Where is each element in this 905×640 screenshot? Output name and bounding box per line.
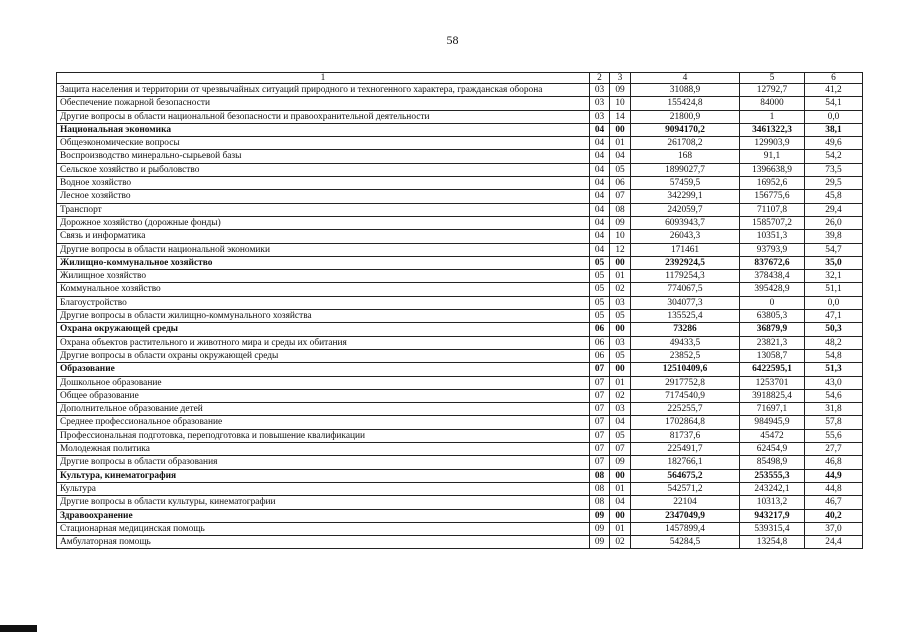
percent-cell: 45,8 xyxy=(805,190,863,203)
row-name-cell: Национальная экономика xyxy=(57,123,590,136)
subsection-code-cell: 00 xyxy=(610,509,631,522)
table-row xyxy=(57,336,863,349)
row-name-cell: Транспорт xyxy=(57,203,590,216)
percent-cell: 31,8 xyxy=(805,403,863,416)
section-code-cell: 07 xyxy=(590,443,610,456)
value-col5-cell: 13254,8 xyxy=(740,536,805,549)
section-code-cell: 09 xyxy=(590,522,610,535)
table-row xyxy=(57,429,863,442)
section-code-cell: 05 xyxy=(590,270,610,283)
section-code-cell: 07 xyxy=(590,376,610,389)
row-name-cell: Дошкольное образование xyxy=(57,376,590,389)
row-name-cell: Амбулаторная помощь xyxy=(57,536,590,549)
table-row xyxy=(57,403,863,416)
row-name-cell: Дополнительное образование детей xyxy=(57,403,590,416)
percent-cell: 48,2 xyxy=(805,336,863,349)
section-code-cell: 08 xyxy=(590,496,610,509)
percent-cell: 39,8 xyxy=(805,230,863,243)
table-body xyxy=(57,84,863,549)
value-col4-cell: 57459,5 xyxy=(631,177,740,190)
percent-cell: 54,7 xyxy=(805,243,863,256)
value-col5-cell: 1253701 xyxy=(740,376,805,389)
percent-cell: 46,7 xyxy=(805,496,863,509)
value-col5-cell: 16952,6 xyxy=(740,177,805,190)
section-code-cell: 07 xyxy=(590,416,610,429)
row-name-cell: Жилищное хозяйство xyxy=(57,270,590,283)
subsection-code-cell: 03 xyxy=(610,403,631,416)
table-row xyxy=(57,496,863,509)
table-row xyxy=(57,203,863,216)
value-col4-cell: 564675,2 xyxy=(631,469,740,482)
percent-cell: 26,0 xyxy=(805,216,863,229)
percent-cell: 49,6 xyxy=(805,137,863,150)
subsection-code-cell: 07 xyxy=(610,443,631,456)
section-code-cell: 05 xyxy=(590,256,610,269)
value-col5-cell: 253555,3 xyxy=(740,469,805,482)
row-name-cell: Защита населения и территории от чрезвычайных ситуаций природного и техногенного характера, гражданская оборона xyxy=(57,84,590,97)
percent-cell: 29,5 xyxy=(805,177,863,190)
row-name-cell: Другие вопросы в области жилищно-коммунального хозяйства xyxy=(57,310,590,323)
value-col4-cell: 23852,5 xyxy=(631,349,740,362)
subsection-code-cell: 04 xyxy=(610,416,631,429)
value-col5-cell: 71697,1 xyxy=(740,403,805,416)
table-row xyxy=(57,296,863,309)
value-col4-cell: 225491,7 xyxy=(631,443,740,456)
subsection-code-cell: 00 xyxy=(610,323,631,336)
percent-cell: 40,2 xyxy=(805,509,863,522)
value-col4-cell: 342299,1 xyxy=(631,190,740,203)
percent-cell: 27,7 xyxy=(805,443,863,456)
scan-edge-mark xyxy=(0,625,37,632)
section-code-cell: 04 xyxy=(590,230,610,243)
section-code-cell: 06 xyxy=(590,336,610,349)
row-name-cell: Молодежная политика xyxy=(57,443,590,456)
subsection-code-cell: 09 xyxy=(610,84,631,97)
subsection-code-cell: 02 xyxy=(610,536,631,549)
value-col5-cell: 1 xyxy=(740,110,805,123)
table-row xyxy=(57,536,863,549)
percent-cell: 41,2 xyxy=(805,84,863,97)
table-row xyxy=(57,323,863,336)
value-col5-cell: 63805,3 xyxy=(740,310,805,323)
subsection-code-cell: 09 xyxy=(610,216,631,229)
table-row xyxy=(57,123,863,136)
column-header: 5 xyxy=(740,73,805,84)
percent-cell: 47,1 xyxy=(805,310,863,323)
budget-table xyxy=(56,72,863,549)
value-col5-cell: 3461322,3 xyxy=(740,123,805,136)
table-header-row xyxy=(57,73,863,84)
column-header: 2 xyxy=(590,73,610,84)
percent-cell: 50,3 xyxy=(805,323,863,336)
table-row xyxy=(57,482,863,495)
subsection-code-cell: 12 xyxy=(610,243,631,256)
value-col5-cell: 84000 xyxy=(740,97,805,110)
row-name-cell: Стационарная медицинская помощь xyxy=(57,522,590,535)
value-col4-cell: 26043,3 xyxy=(631,230,740,243)
percent-cell: 54,2 xyxy=(805,150,863,163)
value-col5-cell: 13058,7 xyxy=(740,349,805,362)
percent-cell: 54,6 xyxy=(805,389,863,402)
value-col4-cell: 49433,5 xyxy=(631,336,740,349)
value-col4-cell: 1899027,7 xyxy=(631,163,740,176)
value-col4-cell: 21800,9 xyxy=(631,110,740,123)
section-code-cell: 07 xyxy=(590,429,610,442)
value-col4-cell: 1457899,4 xyxy=(631,522,740,535)
table-row xyxy=(57,416,863,429)
percent-cell: 44,9 xyxy=(805,469,863,482)
value-col5-cell: 0 xyxy=(740,296,805,309)
subsection-code-cell: 00 xyxy=(610,123,631,136)
table-row xyxy=(57,190,863,203)
section-code-cell: 04 xyxy=(590,123,610,136)
percent-cell: 37,0 xyxy=(805,522,863,535)
table-row xyxy=(57,97,863,110)
section-code-cell: 09 xyxy=(590,509,610,522)
table-row xyxy=(57,110,863,123)
value-col5-cell: 3918825,4 xyxy=(740,389,805,402)
row-name-cell: Лесное хозяйство xyxy=(57,190,590,203)
value-col4-cell: 6093943,7 xyxy=(631,216,740,229)
section-code-cell: 06 xyxy=(590,323,610,336)
table-row xyxy=(57,310,863,323)
value-col4-cell: 542571,2 xyxy=(631,482,740,495)
value-col5-cell: 93793,9 xyxy=(740,243,805,256)
row-name-cell: Другие вопросы в области образования xyxy=(57,456,590,469)
value-col4-cell: 73286 xyxy=(631,323,740,336)
value-col5-cell: 943217,9 xyxy=(740,509,805,522)
table-row xyxy=(57,509,863,522)
section-code-cell: 04 xyxy=(590,203,610,216)
section-code-cell: 07 xyxy=(590,363,610,376)
subsection-code-cell: 01 xyxy=(610,270,631,283)
section-code-cell: 05 xyxy=(590,296,610,309)
subsection-code-cell: 04 xyxy=(610,150,631,163)
value-col5-cell: 91,1 xyxy=(740,150,805,163)
percent-cell: 73,5 xyxy=(805,163,863,176)
row-name-cell: Другие вопросы в области охраны окружающей среды xyxy=(57,349,590,362)
section-code-cell: 04 xyxy=(590,137,610,150)
percent-cell: 0,0 xyxy=(805,110,863,123)
value-col4-cell: 2347049,9 xyxy=(631,509,740,522)
table-row xyxy=(57,363,863,376)
subsection-code-cell: 00 xyxy=(610,469,631,482)
percent-cell: 24,4 xyxy=(805,536,863,549)
subsection-code-cell: 02 xyxy=(610,389,631,402)
subsection-code-cell: 01 xyxy=(610,376,631,389)
value-col4-cell: 9094170,2 xyxy=(631,123,740,136)
table-row xyxy=(57,349,863,362)
percent-cell: 32,1 xyxy=(805,270,863,283)
percent-cell: 54,1 xyxy=(805,97,863,110)
row-name-cell: Другие вопросы в области национальной экономики xyxy=(57,243,590,256)
table-row xyxy=(57,270,863,283)
value-col5-cell: 23821,3 xyxy=(740,336,805,349)
section-code-cell: 04 xyxy=(590,150,610,163)
row-name-cell: Жилищно-коммунальное хозяйство xyxy=(57,256,590,269)
percent-cell: 51,3 xyxy=(805,363,863,376)
value-col5-cell: 45472 xyxy=(740,429,805,442)
value-col4-cell: 135525,4 xyxy=(631,310,740,323)
value-col4-cell: 225255,7 xyxy=(631,403,740,416)
percent-cell: 44,8 xyxy=(805,482,863,495)
row-name-cell: Другие вопросы в области национальной безопасности и правоохранительной деятельности xyxy=(57,110,590,123)
row-name-cell: Водное хозяйство xyxy=(57,177,590,190)
section-code-cell: 03 xyxy=(590,84,610,97)
row-name-cell: Связь и информатика xyxy=(57,230,590,243)
subsection-code-cell: 00 xyxy=(610,256,631,269)
table-row xyxy=(57,376,863,389)
value-col4-cell: 182766,1 xyxy=(631,456,740,469)
value-col5-cell: 1585707,2 xyxy=(740,216,805,229)
row-name-cell: Другие вопросы в области культуры, кинематографии xyxy=(57,496,590,509)
value-col5-cell: 1396638,9 xyxy=(740,163,805,176)
row-name-cell: Коммунальное хозяйство xyxy=(57,283,590,296)
table-row xyxy=(57,150,863,163)
row-name-cell: Образование xyxy=(57,363,590,376)
row-name-cell: Общеэкономические вопросы xyxy=(57,137,590,150)
subsection-code-cell: 05 xyxy=(610,310,631,323)
section-code-cell: 04 xyxy=(590,190,610,203)
value-col4-cell: 168 xyxy=(631,150,740,163)
subsection-code-cell: 03 xyxy=(610,336,631,349)
subsection-code-cell: 08 xyxy=(610,203,631,216)
section-code-cell: 04 xyxy=(590,177,610,190)
table-row xyxy=(57,163,863,176)
value-col4-cell: 774067,5 xyxy=(631,283,740,296)
section-code-cell: 08 xyxy=(590,482,610,495)
value-col5-cell: 129903,9 xyxy=(740,137,805,150)
table-row xyxy=(57,522,863,535)
column-header: 6 xyxy=(805,73,863,84)
table-row xyxy=(57,456,863,469)
value-col4-cell: 304077,3 xyxy=(631,296,740,309)
table-row xyxy=(57,469,863,482)
percent-cell: 57,8 xyxy=(805,416,863,429)
value-col4-cell: 2392924,5 xyxy=(631,256,740,269)
column-header: 1 xyxy=(57,73,590,84)
row-name-cell: Здравоохранение xyxy=(57,509,590,522)
section-code-cell: 07 xyxy=(590,389,610,402)
row-name-cell: Дорожное хозяйство (дорожные фонды) xyxy=(57,216,590,229)
subsection-code-cell: 01 xyxy=(610,482,631,495)
row-name-cell: Воспроизводство минерально-сырьевой базы xyxy=(57,150,590,163)
subsection-code-cell: 05 xyxy=(610,349,631,362)
value-col5-cell: 378438,4 xyxy=(740,270,805,283)
table-row xyxy=(57,443,863,456)
row-name-cell: Профессиональная подготовка, переподготовка и повышение квалификации xyxy=(57,429,590,442)
value-col4-cell: 155424,8 xyxy=(631,97,740,110)
column-header: 3 xyxy=(610,73,631,84)
value-col5-cell: 156775,6 xyxy=(740,190,805,203)
row-name-cell: Благоустройство xyxy=(57,296,590,309)
section-code-cell: 04 xyxy=(590,243,610,256)
value-col5-cell: 85498,9 xyxy=(740,456,805,469)
subsection-code-cell: 10 xyxy=(610,97,631,110)
section-code-cell: 06 xyxy=(590,349,610,362)
subsection-code-cell: 14 xyxy=(610,110,631,123)
value-col5-cell: 36879,9 xyxy=(740,323,805,336)
subsection-code-cell: 01 xyxy=(610,522,631,535)
subsection-code-cell: 06 xyxy=(610,177,631,190)
percent-cell: 51,1 xyxy=(805,283,863,296)
column-header: 4 xyxy=(631,73,740,84)
value-col4-cell: 261708,2 xyxy=(631,137,740,150)
value-col4-cell: 1179254,3 xyxy=(631,270,740,283)
value-col5-cell: 6422595,1 xyxy=(740,363,805,376)
section-code-cell: 05 xyxy=(590,283,610,296)
percent-cell: 43,0 xyxy=(805,376,863,389)
section-code-cell: 08 xyxy=(590,469,610,482)
page-number: 58 xyxy=(446,33,459,47)
subsection-code-cell: 05 xyxy=(610,163,631,176)
value-col4-cell: 31088,9 xyxy=(631,84,740,97)
section-code-cell: 07 xyxy=(590,456,610,469)
percent-cell: 35,0 xyxy=(805,256,863,269)
value-col4-cell: 242059,7 xyxy=(631,203,740,216)
value-col4-cell: 2917752,8 xyxy=(631,376,740,389)
row-name-cell: Общее образование xyxy=(57,389,590,402)
row-name-cell: Сельское хозяйство и рыболовство xyxy=(57,163,590,176)
subsection-code-cell: 05 xyxy=(610,429,631,442)
table-row xyxy=(57,256,863,269)
percent-cell: 38,1 xyxy=(805,123,863,136)
value-col4-cell: 12510409,6 xyxy=(631,363,740,376)
value-col5-cell: 395428,9 xyxy=(740,283,805,296)
subsection-code-cell: 00 xyxy=(610,363,631,376)
subsection-code-cell: 03 xyxy=(610,296,631,309)
row-name-cell: Обеспечение пожарной безопасности xyxy=(57,97,590,110)
percent-cell: 54,8 xyxy=(805,349,863,362)
row-name-cell: Среднее профессиональное образование xyxy=(57,416,590,429)
row-name-cell: Охрана объектов растительного и животного мира и среды их обитания xyxy=(57,336,590,349)
table-row xyxy=(57,389,863,402)
percent-cell: 46,8 xyxy=(805,456,863,469)
value-col4-cell: 22104 xyxy=(631,496,740,509)
subsection-code-cell: 07 xyxy=(610,190,631,203)
value-col5-cell: 243242,1 xyxy=(740,482,805,495)
value-col5-cell: 71107,8 xyxy=(740,203,805,216)
value-col5-cell: 984945,9 xyxy=(740,416,805,429)
value-col4-cell: 171461 xyxy=(631,243,740,256)
subsection-code-cell: 01 xyxy=(610,137,631,150)
value-col4-cell: 54284,5 xyxy=(631,536,740,549)
table-row xyxy=(57,230,863,243)
table-row xyxy=(57,216,863,229)
table-row xyxy=(57,243,863,256)
value-col4-cell: 7174540,9 xyxy=(631,389,740,402)
section-code-cell: 05 xyxy=(590,310,610,323)
value-col5-cell: 539315,4 xyxy=(740,522,805,535)
value-col4-cell: 81737,6 xyxy=(631,429,740,442)
section-code-cell: 07 xyxy=(590,403,610,416)
subsection-code-cell: 04 xyxy=(610,496,631,509)
value-col5-cell: 10351,3 xyxy=(740,230,805,243)
section-code-cell: 03 xyxy=(590,110,610,123)
value-col5-cell: 837672,6 xyxy=(740,256,805,269)
percent-cell: 29,4 xyxy=(805,203,863,216)
table-row xyxy=(57,137,863,150)
table-row xyxy=(57,84,863,97)
row-name-cell: Охрана окружающей среды xyxy=(57,323,590,336)
row-name-cell: Культура, кинематография xyxy=(57,469,590,482)
table-row xyxy=(57,283,863,296)
value-col5-cell: 62454,9 xyxy=(740,443,805,456)
value-col5-cell: 12792,7 xyxy=(740,84,805,97)
value-col4-cell: 1702864,8 xyxy=(631,416,740,429)
subsection-code-cell: 02 xyxy=(610,283,631,296)
table-row xyxy=(57,177,863,190)
subsection-code-cell: 09 xyxy=(610,456,631,469)
section-code-cell: 04 xyxy=(590,216,610,229)
percent-cell: 55,6 xyxy=(805,429,863,442)
row-name-cell: Культура xyxy=(57,482,590,495)
subsection-code-cell: 10 xyxy=(610,230,631,243)
section-code-cell: 03 xyxy=(590,97,610,110)
value-col5-cell: 10313,2 xyxy=(740,496,805,509)
section-code-cell: 09 xyxy=(590,536,610,549)
percent-cell: 0,0 xyxy=(805,296,863,309)
section-code-cell: 04 xyxy=(590,163,610,176)
